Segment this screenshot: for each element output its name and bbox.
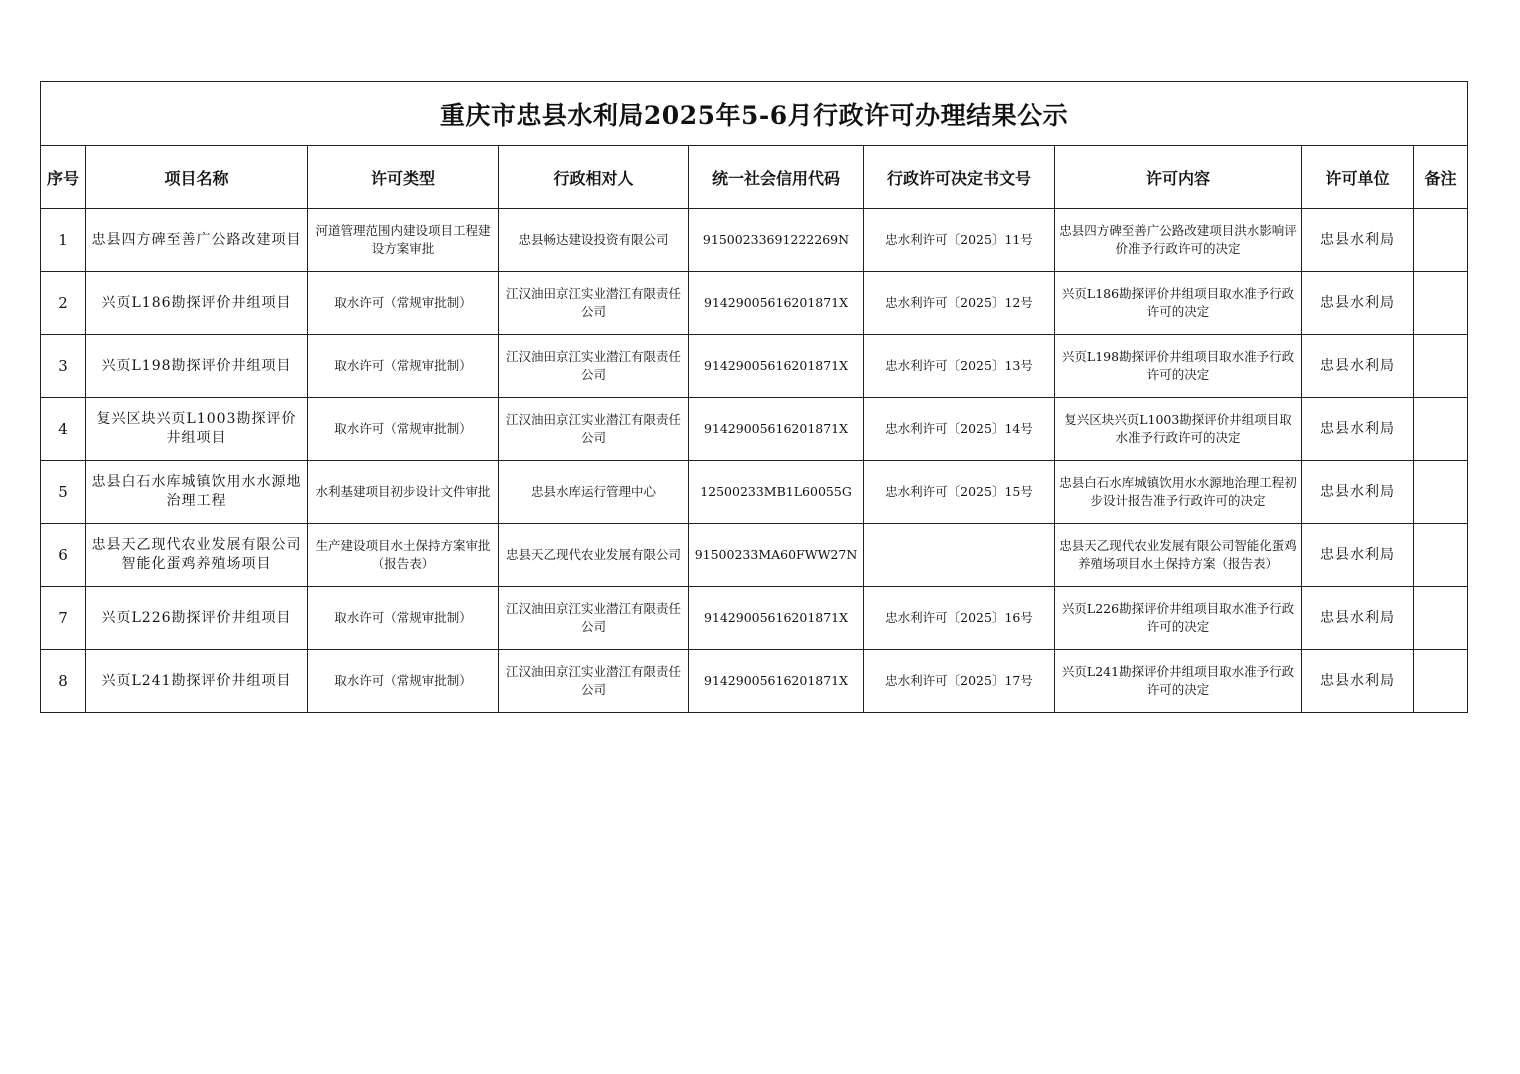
cell-project: 复兴区块兴页L1003勘探评价井组项目 <box>86 398 308 461</box>
cell-project: 兴页L198勘探评价井组项目 <box>86 335 308 398</box>
cell-note <box>1414 272 1468 335</box>
cell-party: 忠县畅达建设投资有限公司 <box>499 209 689 272</box>
cell-party: 江汉油田京江实业潜江有限责任公司 <box>499 272 689 335</box>
cell-type: 水利基建项目初步设计文件审批 <box>308 461 499 524</box>
cell-unit: 忠县水利局 <box>1302 650 1414 713</box>
column-header-type: 许可类型 <box>308 146 499 209</box>
cell-seq: 6 <box>41 524 86 587</box>
cell-credit-code: 91500233MA60FWW27N <box>689 524 864 587</box>
cell-doc-number: 忠水利许可〔2025〕13号 <box>864 335 1055 398</box>
header-row <box>41 146 1468 209</box>
cell-seq: 2 <box>41 272 86 335</box>
table-row <box>41 335 1468 398</box>
cell-type: 取水许可（常规审批制） <box>308 335 499 398</box>
cell-project: 兴页L241勘探评价井组项目 <box>86 650 308 713</box>
cell-party: 江汉油田京江实业潜江有限责任公司 <box>499 398 689 461</box>
cell-seq: 3 <box>41 335 86 398</box>
cell-credit-code: 12500233MB1L60055G <box>689 461 864 524</box>
cell-doc-number: 忠水利许可〔2025〕17号 <box>864 650 1055 713</box>
cell-credit-code: 91429005616201871X <box>689 398 864 461</box>
cell-content: 复兴区块兴页L1003勘探评价井组项目取水准予行政许可的决定 <box>1055 398 1302 461</box>
cell-note <box>1414 650 1468 713</box>
cell-doc-number: 忠水利许可〔2025〕12号 <box>864 272 1055 335</box>
cell-content: 兴页L241勘探评价井组项目取水准予行政许可的决定 <box>1055 650 1302 713</box>
cell-project: 兴页L186勘探评价井组项目 <box>86 272 308 335</box>
cell-doc-number: 忠水利许可〔2025〕15号 <box>864 461 1055 524</box>
cell-content: 兴页L186勘探评价井组项目取水准予行政许可的决定 <box>1055 272 1302 335</box>
cell-party: 江汉油田京江实业潜江有限责任公司 <box>499 587 689 650</box>
cell-doc-number: 忠水利许可〔2025〕16号 <box>864 587 1055 650</box>
cell-content: 忠县白石水库城镇饮用水水源地治理工程初步设计报告准予行政许可的决定 <box>1055 461 1302 524</box>
column-header-unit: 许可单位 <box>1302 146 1414 209</box>
column-header-doc-number: 行政许可决定书文号 <box>864 146 1055 209</box>
cell-unit: 忠县水利局 <box>1302 398 1414 461</box>
cell-type: 取水许可（常规审批制） <box>308 398 499 461</box>
cell-project: 忠县白石水库城镇饮用水水源地治理工程 <box>86 461 308 524</box>
cell-content: 兴页L226勘探评价井组项目取水准予行政许可的决定 <box>1055 587 1302 650</box>
cell-note <box>1414 587 1468 650</box>
cell-note <box>1414 209 1468 272</box>
cell-credit-code: 91429005616201871X <box>689 650 864 713</box>
cell-party: 江汉油田京江实业潜江有限责任公司 <box>499 335 689 398</box>
cell-seq: 5 <box>41 461 86 524</box>
cell-seq: 4 <box>41 398 86 461</box>
table-row <box>41 650 1468 713</box>
cell-seq: 8 <box>41 650 86 713</box>
column-header-credit-code: 统一社会信用代码 <box>689 146 864 209</box>
column-header-party: 行政相对人 <box>499 146 689 209</box>
cell-credit-code: 91429005616201871X <box>689 272 864 335</box>
cell-project: 忠县天乙现代农业发展有限公司智能化蛋鸡养殖场项目 <box>86 524 308 587</box>
cell-unit: 忠县水利局 <box>1302 335 1414 398</box>
cell-unit: 忠县水利局 <box>1302 272 1414 335</box>
table-row <box>41 461 1468 524</box>
column-header-project: 项目名称 <box>86 146 308 209</box>
cell-unit: 忠县水利局 <box>1302 209 1414 272</box>
table-row <box>41 272 1468 335</box>
permit-results-table <box>40 81 1468 713</box>
cell-seq: 7 <box>41 587 86 650</box>
column-header-note: 备注 <box>1414 146 1468 209</box>
cell-type: 取水许可（常规审批制） <box>308 587 499 650</box>
cell-type: 取水许可（常规审批制） <box>308 272 499 335</box>
cell-project: 忠县四方碑至善广公路改建项目 <box>86 209 308 272</box>
table-row <box>41 524 1468 587</box>
cell-party: 忠县水库运行管理中心 <box>499 461 689 524</box>
cell-doc-number: 忠水利许可〔2025〕11号 <box>864 209 1055 272</box>
cell-content: 兴页L198勘探评价井组项目取水准予行政许可的决定 <box>1055 335 1302 398</box>
table-row <box>41 209 1468 272</box>
column-header-content: 许可内容 <box>1055 146 1302 209</box>
table-row <box>41 398 1468 461</box>
cell-party: 江汉油田京江实业潜江有限责任公司 <box>499 650 689 713</box>
cell-seq: 1 <box>41 209 86 272</box>
cell-note <box>1414 461 1468 524</box>
cell-type: 生产建设项目水土保持方案审批（报告表） <box>308 524 499 587</box>
cell-unit: 忠县水利局 <box>1302 461 1414 524</box>
cell-party: 忠县天乙现代农业发展有限公司 <box>499 524 689 587</box>
table-row <box>41 587 1468 650</box>
cell-type: 河道管理范围内建设项目工程建设方案审批 <box>308 209 499 272</box>
cell-project: 兴页L226勘探评价井组项目 <box>86 587 308 650</box>
cell-credit-code: 91500233691222269N <box>689 209 864 272</box>
cell-unit: 忠县水利局 <box>1302 587 1414 650</box>
cell-unit: 忠县水利局 <box>1302 524 1414 587</box>
cell-note <box>1414 398 1468 461</box>
cell-content: 忠县天乙现代农业发展有限公司智能化蛋鸡养殖场项目水土保持方案（报告表） <box>1055 524 1302 587</box>
cell-doc-number <box>864 524 1055 587</box>
cell-credit-code: 91429005616201871X <box>689 335 864 398</box>
cell-note <box>1414 524 1468 587</box>
document-title: 重庆市忠县水利局2025年5-6月行政许可办理结果公示 <box>41 82 1468 146</box>
cell-type: 取水许可（常规审批制） <box>308 650 499 713</box>
column-header-seq: 序号 <box>41 146 86 209</box>
cell-credit-code: 91429005616201871X <box>689 587 864 650</box>
cell-note <box>1414 335 1468 398</box>
cell-doc-number: 忠水利许可〔2025〕14号 <box>864 398 1055 461</box>
cell-content: 忠县四方碑至善广公路改建项目洪水影响评价准予行政许可的决定 <box>1055 209 1302 272</box>
